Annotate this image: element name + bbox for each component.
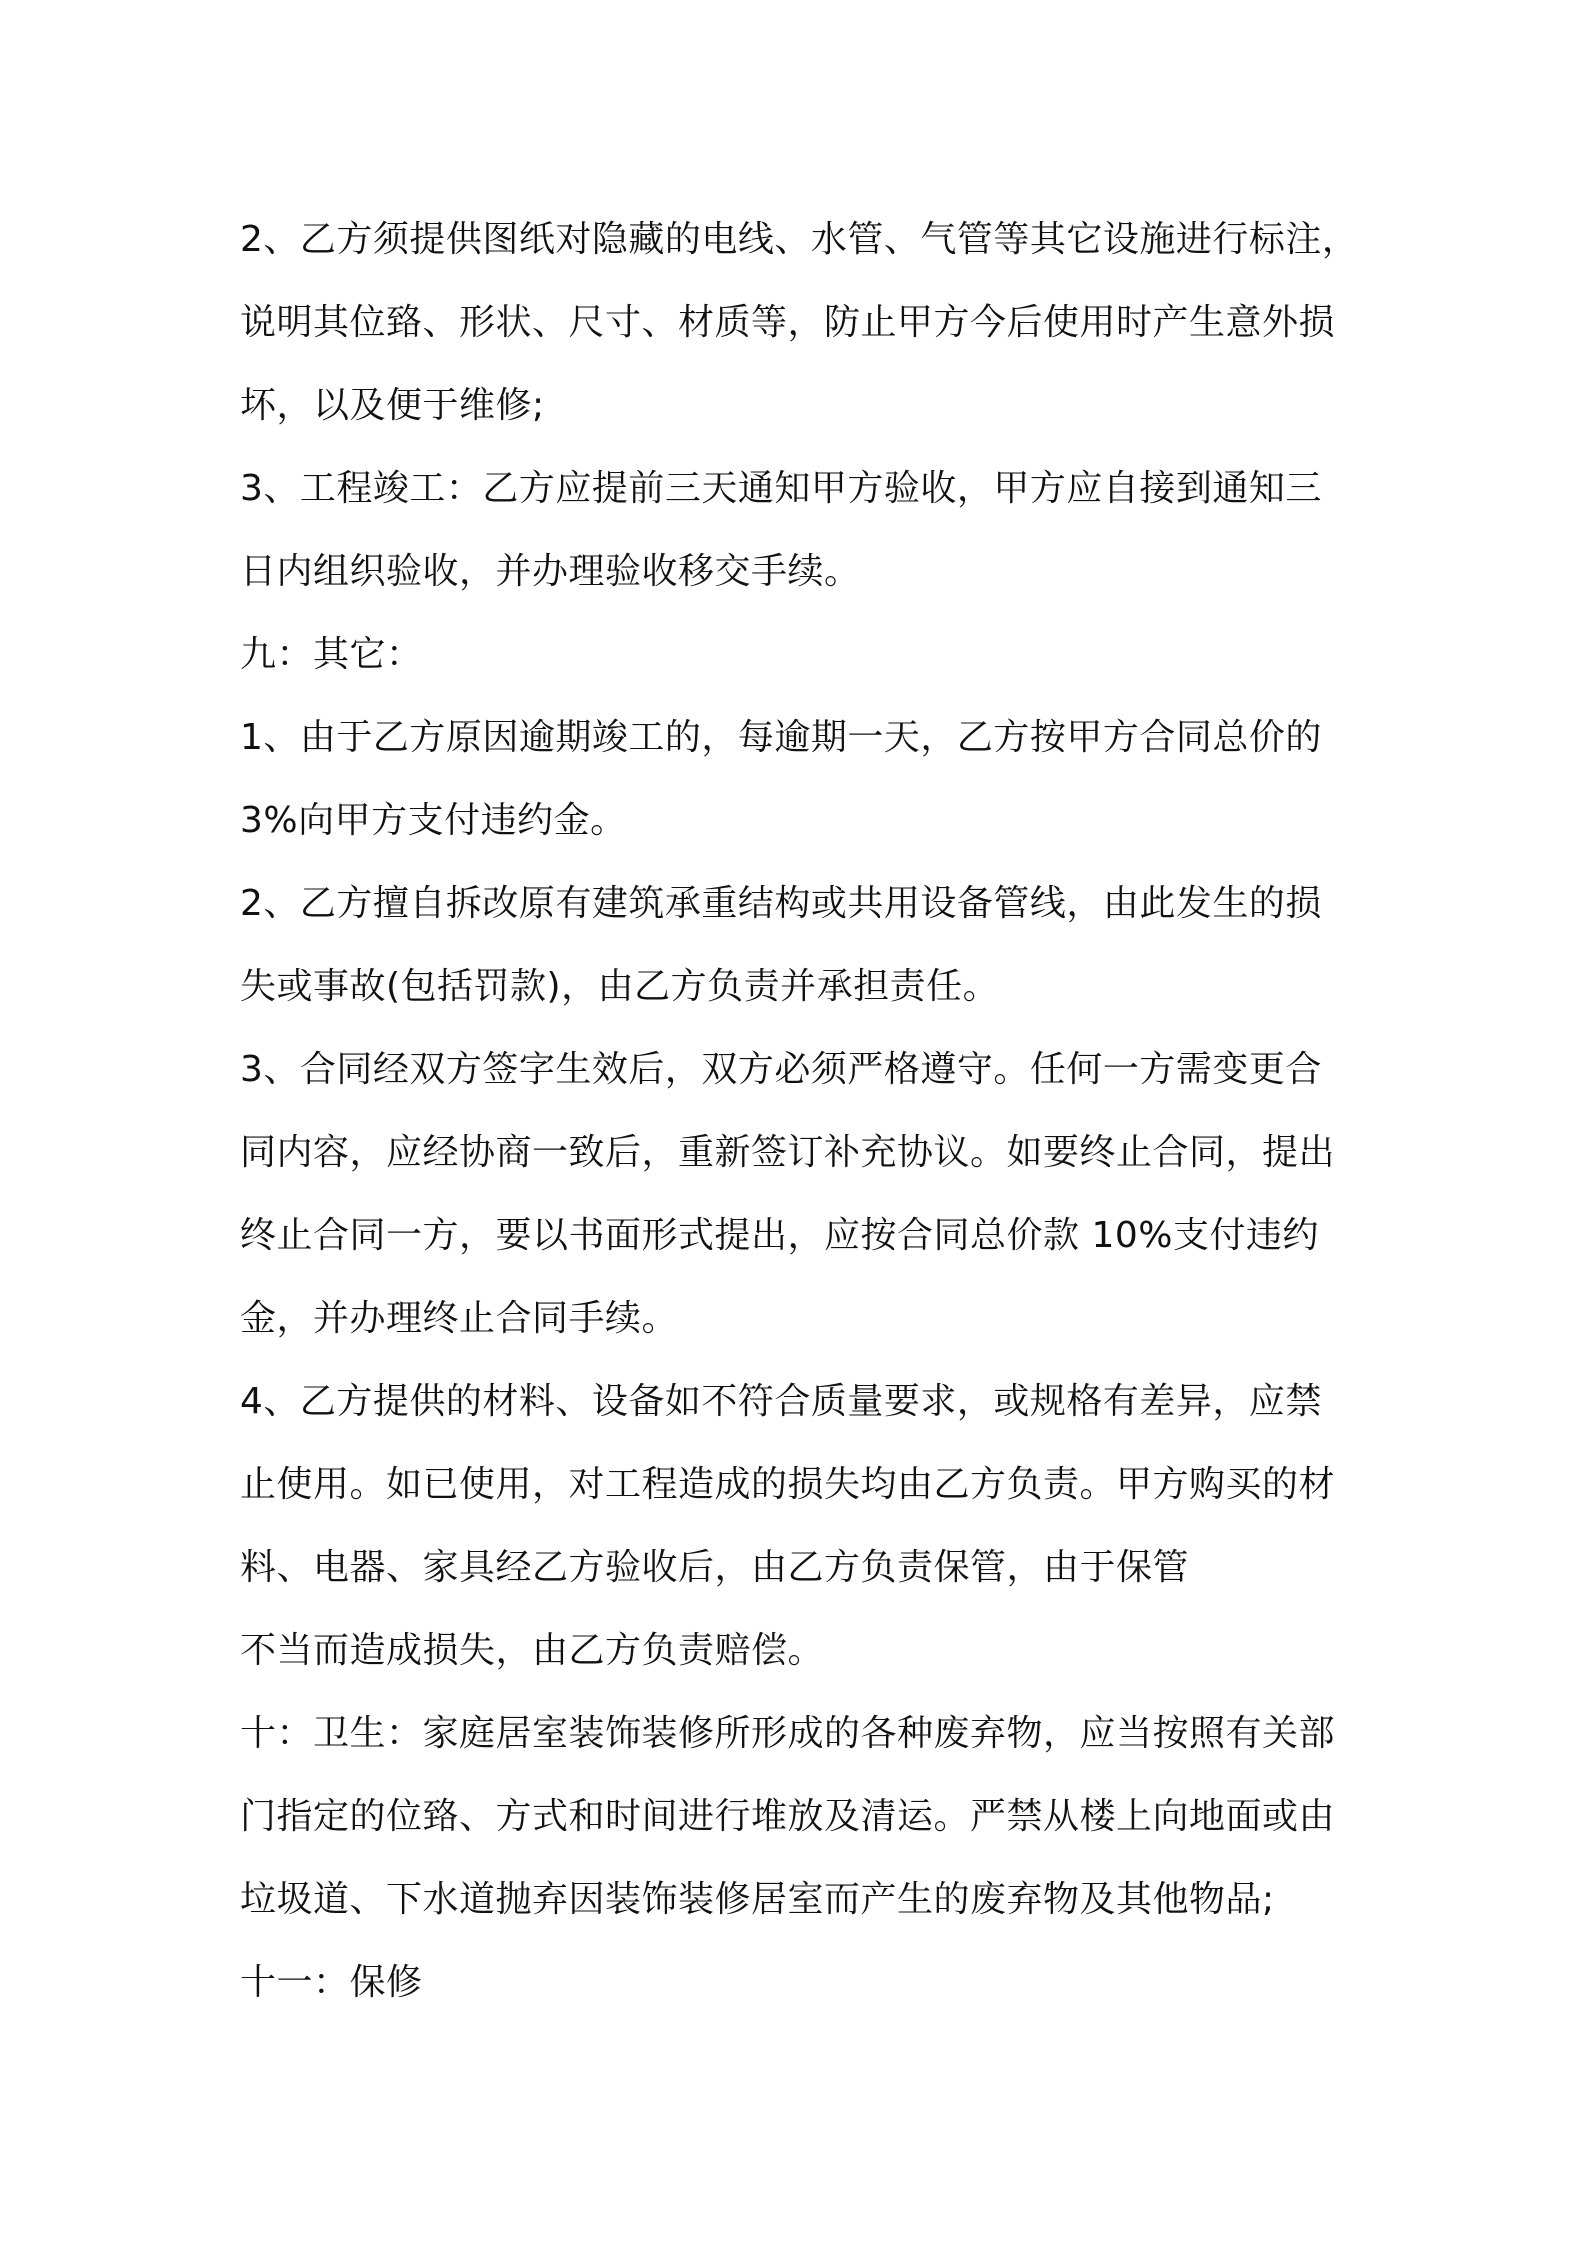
- text-line: 2、乙方须提供图纸对隐藏的电线、水管、气管等其它设施进行标注，: [240, 219, 1359, 260]
- text-line: 2、乙方擅自拆改原有建筑承重结构或共用设备管线，由此发生的损: [240, 883, 1322, 924]
- text-line: 1、由于乙方原因逾期竣工的，每逾期一天，乙方按甲方合同总价的: [240, 717, 1322, 758]
- section-heading: 十：卫生：家庭居室装饰装修所形成的各种废弃物，应当按照有关部: [240, 1713, 1336, 1754]
- text-line: 金，并办理终止合同手续。: [240, 1298, 679, 1339]
- text-line: 说明其位臵、形状、尺寸、材质等，防止甲方今后使用时产生意外损: [240, 302, 1336, 343]
- text-line: 日内组织验收，并办理验收移交手续。: [240, 551, 861, 592]
- text-line: 垃圾道、下水道抛弃因装饰装修居室而产生的废弃物及其他物品;: [240, 1879, 1275, 1920]
- text-line: 终止合同一方，要以书面形式提出，应按合同总价款 10%支付违约: [240, 1215, 1319, 1256]
- text-line: 门指定的位臵、方式和时间进行堆放及清运。严禁从楼上向地面或由: [240, 1796, 1336, 1837]
- text-line: 同内容，应经协商一致后，重新签订补充协议。如要终止合同，提出: [240, 1132, 1336, 1173]
- text-line: 3、工程竣工：乙方应提前三天通知甲方验收，甲方应自接到通知三: [240, 468, 1322, 509]
- text-line: 3%向甲方支付违约金。: [240, 800, 627, 841]
- section-heading: 九：其它：: [240, 634, 423, 675]
- text-line: 不当而造成损失，由乙方负责赔偿。: [240, 1630, 825, 1671]
- text-line: 3、合同经双方签字生效后，双方必须严格遵守。任何一方需变更合: [240, 1049, 1322, 1090]
- document-body: [240, 198, 1370, 2024]
- text-line: 失或事故(包括罚款)，由乙方负责并承担责任。: [240, 966, 1000, 1007]
- section-heading: 十一：保修: [240, 1962, 423, 2003]
- text-line: 料、电器、家具经乙方验收后，由乙方负责保管，由于保管: [240, 1547, 1190, 1588]
- text-line: 坏，以及便于维修;: [240, 385, 545, 426]
- text-line: 止使用。如已使用，对工程造成的损失均由乙方负责。甲方购买的材: [240, 1464, 1336, 1505]
- text-line: 4、乙方提供的材料、设备如不符合质量要求，或规格有差异，应禁: [240, 1381, 1322, 1422]
